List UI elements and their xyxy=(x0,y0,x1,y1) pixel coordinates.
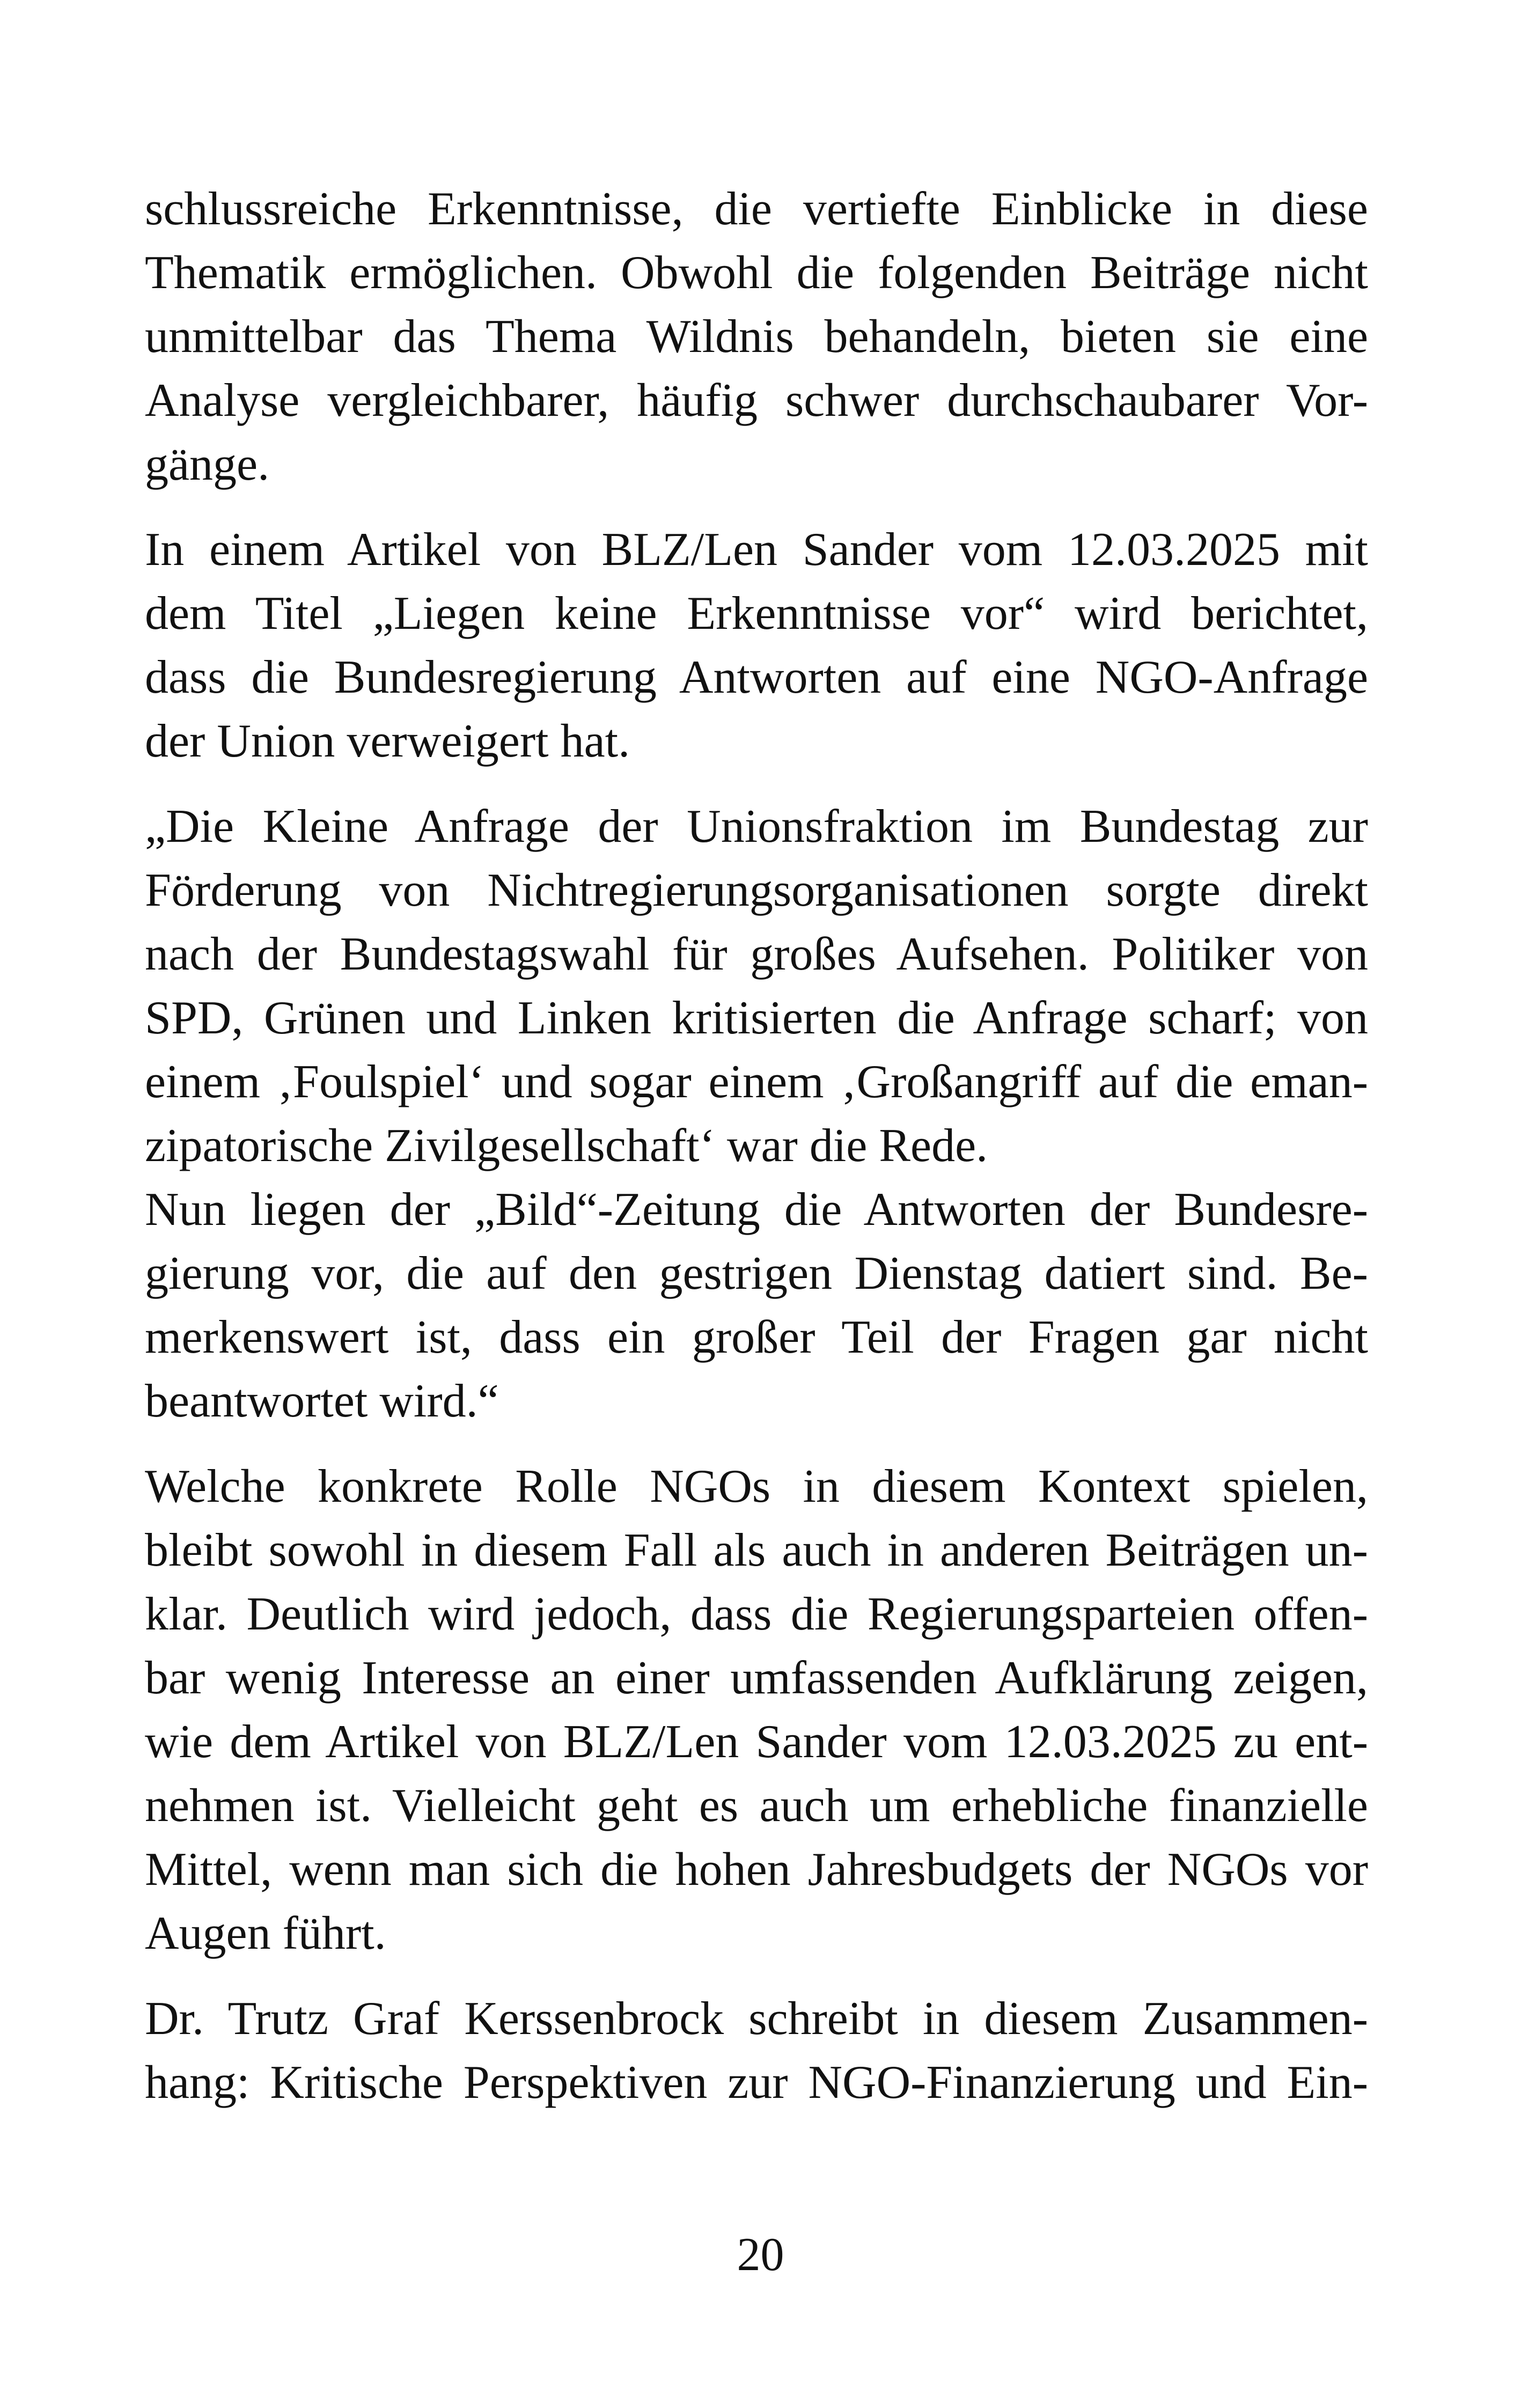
text-line: beantwortet wird.“ xyxy=(145,1375,499,1427)
text-line: bar wenig Interesse an einer umfassenden Aufklärung zeigen, xyxy=(145,1652,1368,1704)
text-line: nach der Bundestagswahl für großes Aufsehen. Politiker von xyxy=(145,928,1368,980)
paragraph-intro-continuation xyxy=(145,177,1368,496)
body-text xyxy=(145,177,1368,2115)
text-line: einem ‚Foulspiel‘ und sogar einem ‚Großangriff auf die eman- xyxy=(145,1056,1368,1108)
text-line: hang: Kritische Perspektiven zur NGO-Finanzierung und Ein- xyxy=(145,2057,1368,2109)
text-line: gierung vor, die auf den gestrigen Dienstag datiert sind. Be- xyxy=(145,1247,1368,1300)
text-line: Nun liegen der „Bild“-Zeitung die Antworten der Bundesre- xyxy=(145,1184,1368,1236)
paragraph-blz-article xyxy=(145,518,1368,773)
text-line: „Die Kleine Anfrage der Unionsfraktion im Bundestag zur xyxy=(145,801,1368,853)
paragraph-quote-part-2 xyxy=(145,1178,1368,1433)
text-line: nehmen ist. Vielleicht geht es auch um erhebliche finanzielle xyxy=(145,1780,1368,1832)
text-line: schlussreiche Erkenntnisse, die vertiefte Einblicke in diese xyxy=(145,183,1368,235)
page-number: 20 xyxy=(737,2229,784,2281)
text-line: Welche konkrete Rolle NGOs in diesem Kontext spielen, xyxy=(145,1460,1368,1513)
text-line: bleibt sowohl in diesem Fall als auch in anderen Beiträgen un- xyxy=(145,1524,1368,1576)
text-line: Analyse vergleichbarer, häufig schwer durchschaubarer Vor- xyxy=(145,375,1368,427)
text-line: gänge. xyxy=(145,438,270,490)
text-line: Augen führt. xyxy=(145,1907,386,1959)
paragraph-kerssenbrock xyxy=(145,1987,1368,2115)
paragraph-ngo-role xyxy=(145,1455,1368,1965)
text-line: zipatorische Zivilgesellschaft‘ war die Rede. xyxy=(145,1120,988,1172)
text-line: Mittel, wenn man sich die hohen Jahresbudgets der NGOs vor xyxy=(145,1844,1368,1896)
text-line: unmittelbar das Thema Wildnis behandeln, bieten sie eine xyxy=(145,311,1368,363)
text-line: Förderung von Nichtregierungsorganisationen sorgte direkt xyxy=(145,864,1368,916)
text-line: wie dem Artikel von BLZ/Len Sander vom 12.03.2025 zu ent- xyxy=(145,1716,1368,1768)
text-line: Thematik ermöglichen. Obwohl die folgenden Beiträge nicht xyxy=(145,247,1368,299)
text-line: dass die Bundesregierung Antworten auf eine NGO-Anfrage xyxy=(145,651,1368,703)
text-line: SPD, Grünen und Linken kritisierten die Anfrage scharf; von xyxy=(145,992,1368,1044)
text-line: dem Titel „Liegen keine Erkenntnisse vor“ wird berichtet, xyxy=(145,588,1368,640)
text-line: merkenswert ist, dass ein großer Teil der Fragen gar nicht xyxy=(145,1311,1368,1363)
text-line: Dr. Trutz Graf Kerssenbrock schreibt in diesem Zusammen- xyxy=(145,1993,1368,2045)
paragraph-quote-part-1 xyxy=(145,795,1368,1178)
text-line: In einem Artikel von BLZ/Len Sander vom 12.03.2025 mit xyxy=(145,524,1368,576)
text-line: klar. Deutlich wird jedoch, dass die Regierungsparteien offen- xyxy=(145,1588,1368,1640)
text-line: der Union verweigert hat. xyxy=(145,715,630,767)
